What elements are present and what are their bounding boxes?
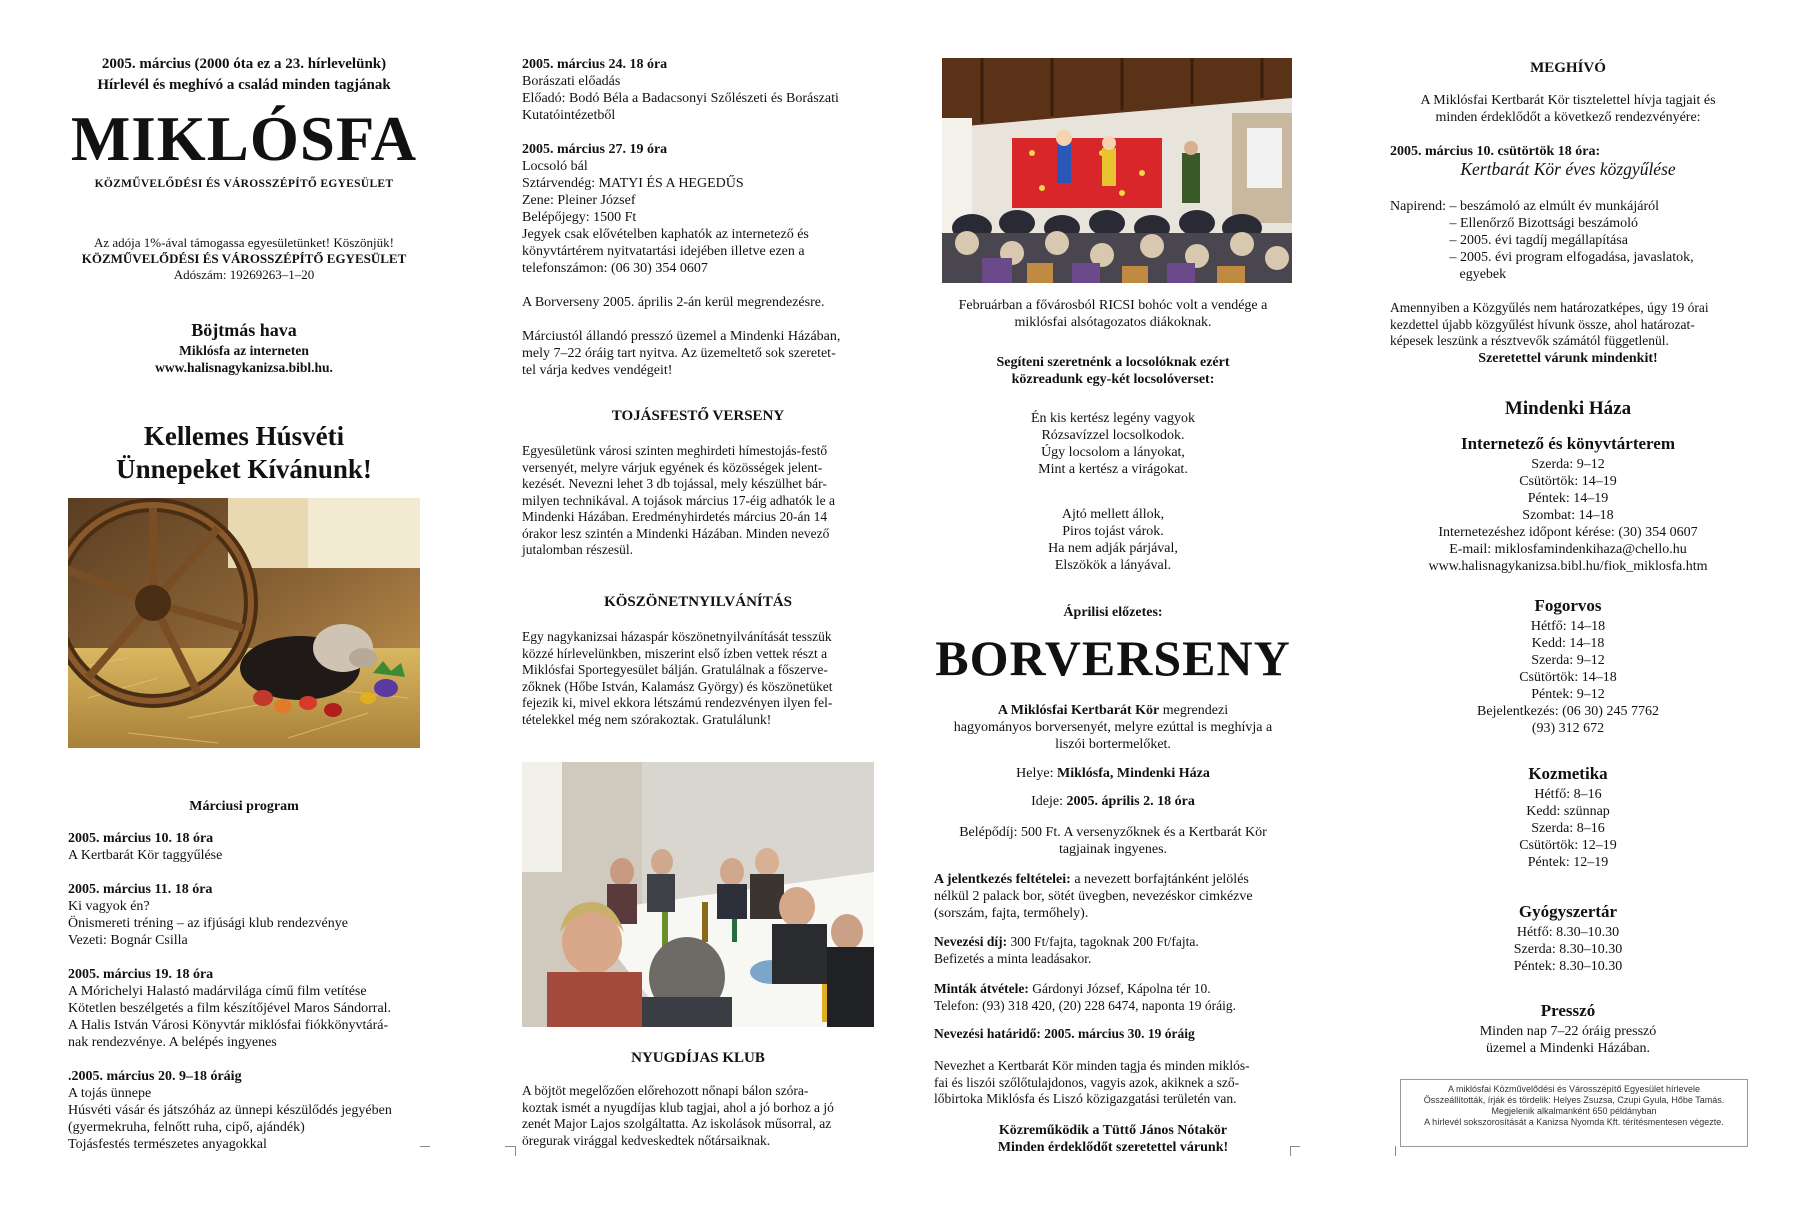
easter-lamb-photo — [68, 498, 420, 748]
conditions-text-1: a nevezett borfajtánként jelölés — [1070, 872, 1249, 887]
invite-line: minden érdeklődőt a következő rendezvényére: — [1435, 110, 1701, 125]
event-date: 2005. március 24. 18 óra — [522, 57, 668, 72]
hours-line: Szerda: 9–12 — [1531, 653, 1605, 668]
sample-info — [934, 981, 1292, 1014]
poem-intro-line-2: közreadunk egy-két locsolóverset: — [1011, 372, 1215, 387]
time-label: Ideje: — [1031, 794, 1067, 809]
web-line-1: Miklósfa az interneten — [179, 343, 309, 358]
eligibility-text: lőbirtoka Miklósfa és Liszó közigazgatási területén van. — [934, 1091, 1237, 1106]
preview-label: Áprilisi előzetes: — [1063, 605, 1163, 620]
poem-2 — [934, 506, 1292, 574]
retirees-club-photo — [522, 762, 874, 1027]
hours-line: Péntek: 9–12 — [1531, 687, 1605, 702]
article-text: Miklósfai Sportegyesület bálján. Gratulálnak a főszerve- — [522, 662, 828, 677]
hours-line: Bejelentkezés: (06 30) 245 7762 — [1477, 704, 1659, 719]
hours-line: Hétfő: 14–18 — [1530, 619, 1606, 634]
program-event — [68, 830, 420, 864]
pharmacy-heading: Gyógyszertár — [1518, 902, 1618, 921]
invite-text — [1390, 92, 1746, 126]
time-line — [934, 793, 1292, 810]
egg-contest-heading: TOJÁSFESTŐ VERSENY — [611, 408, 785, 424]
eligibility-text: fai és liszói szőlőtulajdonos, vagyis azok, akiknek a sző- — [934, 1074, 1240, 1090]
retirees-club-text — [522, 1083, 874, 1149]
event-wine-lecture — [522, 56, 874, 124]
event-date: 2005. március 27. 19 óra — [522, 142, 668, 157]
sample-label: Minták átvétele: — [934, 981, 1029, 996]
presszo-hours — [1390, 1023, 1746, 1057]
clown-show-photo — [942, 58, 1292, 283]
egg-contest-text — [522, 443, 874, 559]
cosmetics-hours — [1390, 786, 1746, 871]
presszo-line: Minden nap 7–22 óráig presszó — [1479, 1024, 1657, 1039]
conditions-label: A jelentkezés feltételei: — [934, 872, 1071, 887]
entry-fee-label: Nevezési díj: — [934, 934, 1008, 949]
meeting-title: Kertbarát Kör éves közgyűlése — [1460, 159, 1676, 179]
column-4 — [1390, 0, 1746, 1213]
event-description: Előadó: Bodó Béla a Badacsonyi Szőlészeti és Borászati — [522, 91, 839, 106]
crop-mark — [1395, 1146, 1396, 1156]
event-description: telefonszámon: (06 30) 354 0607 — [522, 261, 708, 276]
editorial-footnote — [1400, 1079, 1748, 1147]
hours-line: Péntek: 12–19 — [1527, 855, 1609, 870]
hours-line: Csütörtök: 12–19 — [1519, 838, 1617, 853]
agenda — [1390, 198, 1746, 283]
tax-line-2: KÖZMŰVELŐDÉSI ÉS VÁROSSZÉPÍTŐ EGYESÜLET — [81, 251, 407, 266]
fee-info — [934, 824, 1292, 858]
internet-heading: Internetező és könyvtárterem — [1460, 434, 1675, 453]
presszo-text: mely 7–22 óráig tart nyitva. Az üzemeltető sok szeretet- — [522, 346, 836, 361]
quorum-line: Amennyiben a Közgyűlés nem határozatképes, úgy 19 órai — [1390, 300, 1709, 315]
house-heading: Mindenki Háza — [1504, 398, 1632, 419]
fee-line-2: tagjainak ingyenes. — [1058, 842, 1168, 857]
web-info — [68, 342, 420, 376]
event-description: (gyermekruha, felnőtt ruha, cipő, ajándék) — [68, 1120, 305, 1135]
invite-heading: MEGHÍVÓ — [1530, 60, 1606, 76]
borverseny-note: A Borverseny 2005. április 2-án kerül megrendezésre. — [522, 295, 825, 310]
venue-value: Miklósfa, Mindenki Háza — [1056, 766, 1210, 781]
event-description: Belépőjegy: 1500 Ft — [522, 210, 637, 225]
poem-line: Ha nem adják párjával, — [1048, 541, 1178, 556]
issue-line: 2005. március (2000 óta ez a 23. hírlevelünk) — [101, 56, 387, 72]
agenda-label: Napirend: — [1390, 199, 1450, 214]
event-description: Húsvéti vásár és játszóház az ünnepi készülődés jegyében — [68, 1103, 392, 1118]
poem-line: Piros tojást várok. — [1062, 524, 1164, 539]
event-description: A Mórichelyi Halastó madárvilága című film vetítése — [68, 984, 367, 999]
poem-line: Én kis kertész legény vagyok — [1030, 411, 1196, 426]
article-text: milyen technikával. A tojások március 17-éig adhatók le a — [522, 492, 836, 508]
article-text: órakor lesz szintén a Mindenki Házában. Minden nevező — [522, 525, 830, 541]
hours-line: Szerda: 8.30–10.30 — [1513, 942, 1623, 957]
event-description: Zene: Pleiner József — [522, 193, 636, 208]
tax-line-1: Az adója 1%-ával támogassa egyesületünket! Köszönjük! — [94, 235, 394, 250]
sample-text-2: Telefon: (93) 318 420, (20) 228 6474, naponta 19 óráig. — [934, 997, 1236, 1013]
eligibility-text: Nevezhet a Kertbarát Kör minden tagja és minden miklós- — [934, 1058, 1250, 1073]
easter-greeting — [68, 420, 420, 486]
sample-text-1: Gárdonyi József, Kápolna tér 10. — [1028, 981, 1211, 996]
event-description: Kötetlen beszélgetés a film készítőjével Maros Sándorral. — [68, 1001, 392, 1016]
quorum-line: kezdettel újabb közgyűlést hívunk össze, ahol határozat- — [1390, 316, 1695, 332]
invite-line: A Miklósfai Kertbarát Kör tisztelettel hívja tagjait és — [1420, 93, 1716, 108]
cosmetics-heading: Kozmetika — [1528, 764, 1608, 783]
poem-1 — [934, 410, 1292, 478]
crop-mark — [1290, 1146, 1291, 1156]
article-text: zenét Major Lajos szolgáltatta. Az iskolások műsorral, az — [522, 1116, 832, 1131]
agenda-item: – Ellenőrző Bizottsági beszámoló — [1449, 216, 1639, 231]
march-program — [68, 830, 420, 1170]
event-date: .2005. március 20. 9–18 óráig — [68, 1069, 242, 1084]
time-value: 2005. április 2. 18 óra — [1066, 794, 1195, 809]
caption-text: Februárban a fővárosból RICSI bohóc volt a vendége a — [958, 298, 1268, 313]
poem-line: Úgy locsolom a lányokat, — [1041, 445, 1185, 460]
welcome-text: Szeretettel várunk mindenkit! — [1478, 351, 1658, 366]
closing-line-1: Közreműködik a Tüttő János Nótakör — [998, 1123, 1228, 1138]
venue-label: Helye: — [1016, 766, 1057, 781]
deadline-info: Nevezési határidő: 2005. március 30. 19 óráig — [934, 1026, 1195, 1041]
entry-fee-info — [934, 934, 1292, 967]
event-description: A tojás ünnepe — [68, 1086, 152, 1101]
retirees-club-heading: NYUGDÍJAS KLUB — [631, 1050, 765, 1066]
event-description: Locsoló bál — [522, 159, 588, 174]
crop-mark — [420, 1146, 430, 1147]
footnote-line: A miklósfai Közművelődési és Városszépítő Egyesület hírlevele — [1447, 1084, 1701, 1094]
agenda-item: – beszámoló az elmúlt év munkájáról — [1449, 199, 1660, 214]
event-description: A Kertbarát Kör taggyűlése — [68, 848, 223, 863]
hours-line: Péntek: 14–19 — [1527, 491, 1609, 506]
poem-line: Elszökök a lányával. — [1054, 558, 1172, 573]
article-text: koztak ismét a nyugdíjas klub tagjai, ahol a jó borhoz a jó — [522, 1099, 834, 1115]
event-description: Tojásfestés természetes anyagokkal — [68, 1137, 267, 1152]
masthead-title: MIKLÓSFA — [70, 104, 418, 174]
presszo-text: Márciustól állandó presszó üzemel a Mindenki Házában, — [522, 329, 841, 344]
quorum-text — [1390, 300, 1746, 350]
event-date: 2005. március 19. 18 óra — [68, 967, 214, 982]
presszo-note — [522, 328, 874, 379]
venue-line — [934, 765, 1292, 782]
poem-intro — [934, 354, 1292, 388]
hours-line: Péntek: 8.30–10.30 — [1513, 959, 1623, 974]
event-description: Vezeti: Bognár Csilla — [68, 933, 188, 948]
event-description: Jegyek csak elővételben kaphatók az internetező és — [522, 227, 809, 242]
hours-line: Szerda: 8–16 — [1531, 821, 1605, 836]
article-text: közzé hírlevelünkben, miszerint első ízben vettek részt a — [522, 645, 828, 661]
conditions-text-2: nélkül 2 palack bor, sötét üvegben, nevezéskor cimkézve — [934, 889, 1253, 904]
program-heading: Márciusi program — [189, 799, 299, 814]
fee-line-1: Belépődíj: 500 Ft. A versenyzőknek és a Kertbarát Kör — [959, 825, 1267, 840]
agenda-item: – 2005. évi tagdíj megállapítása — [1449, 233, 1628, 248]
dentist-hours — [1390, 618, 1746, 737]
hours-line: Kedd: 14–18 — [1531, 636, 1605, 651]
crop-mark — [1290, 1146, 1300, 1147]
agenda-item: egyebek — [1459, 267, 1507, 282]
event-description: könyvtártérem nyitvatartási idejében illetve ezen a — [522, 244, 805, 259]
article-text: tételekkel még nem szórakoztak. Gratulálunk! — [522, 711, 772, 727]
hours-line: E-mail: miklosfamindenkihaza@chello.hu — [1449, 542, 1687, 557]
closing-note — [934, 1122, 1292, 1156]
tax-number: Adószám: 19269263–1–20 — [173, 267, 315, 282]
entry-fee-text-1: 300 Ft/fajta, tagoknak 200 Ft/fajta. — [1007, 934, 1199, 949]
masthead-info — [68, 54, 420, 96]
poem-line: Rózsavízzel locsolkodok. — [1041, 428, 1185, 443]
event-description: nak rendezvénye. A belépés ingyenes — [68, 1035, 277, 1050]
article-text: zőknek (Hőbe István, Kalamász György) és köszönetüket — [522, 678, 833, 694]
easter-line-1: Kellemes Húsvéti — [143, 421, 345, 451]
presszo-heading: Presszó — [1540, 1001, 1596, 1020]
article-text: Mindenki Házában. Eredményhirdetés március 20-án 14 — [522, 509, 828, 524]
tax-notice — [68, 235, 420, 283]
program-event — [68, 1068, 420, 1153]
hours-line: Csütörtök: 14–18 — [1519, 670, 1617, 685]
thanks-heading: KÖSZÖNETNYILVÁNÍTÁS — [604, 594, 792, 610]
conditions-text-3: (sorszám, fajta, termőhely). — [934, 906, 1089, 921]
article-text: öregurak virággal kedveskedtek nőtársaiknak. — [522, 1132, 771, 1148]
intro-text-3: liszói bortermelőket. — [1055, 737, 1171, 752]
dentist-heading: Fogorvos — [1534, 596, 1602, 615]
column-1 — [68, 0, 420, 1213]
article-text: Egy nagykanizsai házaspár köszönetnyilvánítását tesszük — [522, 629, 832, 644]
program-event — [68, 966, 420, 1051]
event-description: Önismereti tréning – az ifjúsági klub rendezvénye — [68, 916, 348, 931]
conditions-info — [934, 871, 1292, 922]
poem-line: Ajtó mellett állok, — [1061, 507, 1165, 522]
closing-line-2: Minden érdeklődőt szeretettel várunk! — [997, 1140, 1229, 1155]
organizer-name: A Miklósfai Kertbarát Kör — [997, 703, 1160, 718]
hours-line: Szerda: 9–12 — [1531, 457, 1605, 472]
internet-hours — [1390, 456, 1746, 575]
borverseny-title: BORVERSENY — [935, 630, 1291, 686]
quorum-line: képesek leszünk a résztvevők számától függetlenül. — [1390, 333, 1669, 348]
event-date: 2005. március 11. 18 óra — [68, 882, 213, 897]
column-2 — [522, 0, 874, 1213]
hours-line: www.halisnagykanizsa.bibl.hu/fiok_miklosfa.htm — [1428, 559, 1708, 574]
poem-intro-line-1: Segíteni szeretnénk a locsolóknak ezért — [996, 355, 1230, 370]
eligibility-info — [934, 1058, 1292, 1108]
meeting-date: 2005. március 10. csütörtök 18 óra: — [1390, 144, 1601, 159]
footnote-line: Összeállították, írják és tördelik: Helyes Zsuzsa, Czupi Gyula, Hőbe Tamás. — [1423, 1095, 1725, 1105]
hours-line: Szombat: 14–18 — [1522, 508, 1614, 523]
hours-line: Hétfő: 8–16 — [1534, 787, 1602, 802]
masthead-subtitle: KÖZMŰVELŐDÉSI ÉS VÁROSSZÉPÍTŐ EGYESÜLET — [94, 178, 394, 190]
article-text: versenyét, melyre várjuk egyének és közösségek jelent- — [522, 459, 823, 475]
presszo-line: üzemel a Mindenki Házában. — [1485, 1041, 1651, 1056]
event-locsolo-bal — [522, 141, 874, 277]
thanks-text — [522, 629, 874, 728]
hours-line: (93) 312 672 — [1531, 721, 1605, 736]
program-event — [68, 881, 420, 949]
article-text: A böjtöt megelőzően előrehozott nőnapi bálon szóra- — [522, 1083, 809, 1098]
newsletter-line: Hírlevél és meghívó a család minden tagjának — [97, 77, 391, 93]
footnote-line: A hírlevél sokszorosítását a Kanizsa Nyomda Kft. térítésmentesen végezte. — [1424, 1117, 1724, 1127]
entry-fee-text-2: Befizetés a minta leadásakor. — [934, 950, 1092, 966]
article-text: jutalomban részesül. — [522, 542, 633, 557]
event-description: Sztárvendég: MATYI ÉS A HEGEDŰS — [522, 176, 744, 191]
article-text: kezését. Nevezni lehet 3 db tojással, mely készülhet bár- — [522, 476, 827, 491]
event-description: Borászati előadás — [522, 74, 621, 89]
column-3 — [934, 0, 1292, 1213]
borverseny-intro — [934, 702, 1292, 753]
presszo-text: tel várja kedves vendégeit! — [522, 363, 673, 378]
pharmacy-hours — [1390, 924, 1746, 975]
hours-line: Internetezéshez időpont kérése: (30) 354 0607 — [1438, 525, 1698, 540]
crop-mark — [505, 1146, 515, 1147]
event-description: A Halis István Városi Könyvtár miklósfai fiókkönyvtárá- — [68, 1018, 389, 1033]
intro-text-2: hagyományos borversenyét, melyre ezúttal is meghívja a — [953, 720, 1273, 735]
poem-line: Mint a kertész a virágokat. — [1038, 462, 1188, 477]
clown-photo-caption — [934, 297, 1292, 331]
footnote-line: Megjelenik alkalmanként 650 példányban — [1491, 1106, 1657, 1116]
intro-text-1: megrendezi — [1159, 703, 1229, 718]
web-link[interactable]: www.halisnagykanizsa.bibl.hu. — [155, 360, 333, 375]
agenda-item: – 2005. évi program elfogadása, javaslatok, — [1449, 250, 1694, 265]
crop-mark — [515, 1146, 516, 1156]
hours-line: Csütörtök: 14–19 — [1519, 474, 1617, 489]
easter-line-2: Ünnepeket Kívánunk! — [116, 454, 372, 484]
hours-line: Kedd: szünnap — [1526, 804, 1610, 819]
article-text: fejezik ki, mivel ekkora létszámú rendezvényen ilyen fel- — [522, 695, 833, 710]
article-text: Egyesületünk városi szinten meghirdeti hímestojás-festő — [522, 443, 828, 458]
event-description: Kutatóintézetből — [522, 108, 616, 123]
caption-text: miklósfai alsótagozatos diákoknak. — [1014, 315, 1212, 330]
hours-line: Hétfő: 8.30–10.30 — [1516, 925, 1620, 940]
month-heading: Böjtmás hava — [191, 320, 297, 340]
event-description: Ki vagyok én? — [68, 899, 150, 914]
event-date: 2005. március 10. 18 óra — [68, 831, 214, 846]
